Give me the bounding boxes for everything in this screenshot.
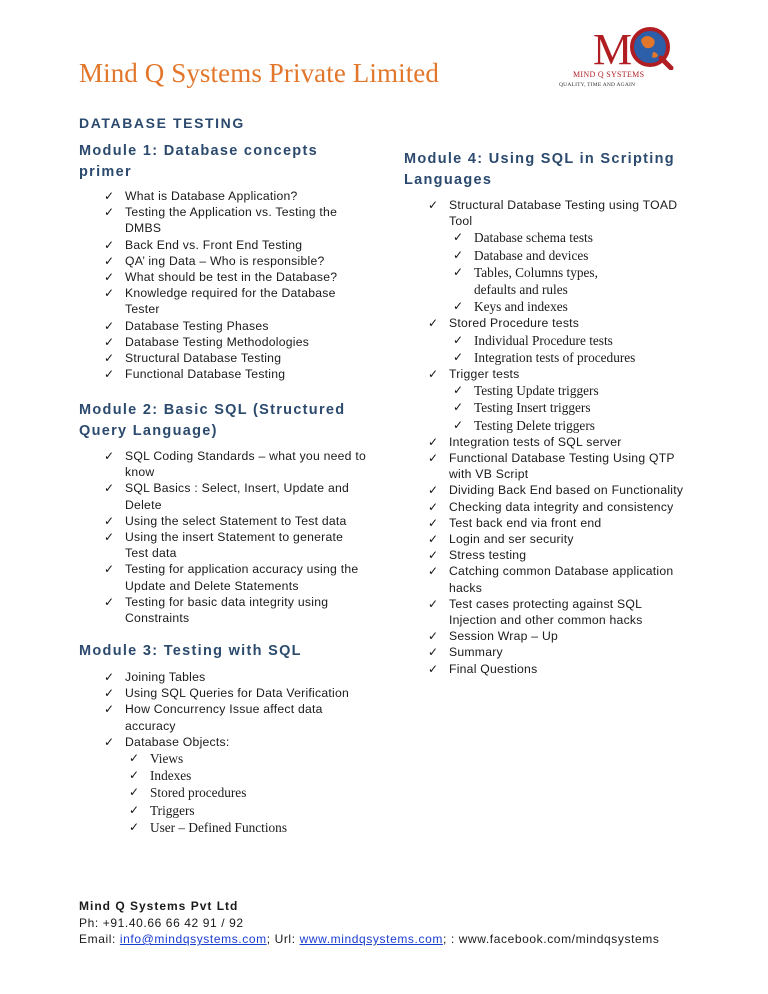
facebook-url: www.facebook.com/mindqsystems bbox=[458, 932, 660, 946]
website-link[interactable]: www.mindqsystems.com bbox=[299, 932, 443, 946]
list-item-label: Structural Database Testing using TOAD Tool bbox=[449, 198, 678, 229]
list-item: ✓ Testing for application accuracy using the Update and Delete Statements bbox=[104, 561, 366, 593]
list-item: ✓ Back End vs. Front End Testing bbox=[104, 237, 364, 253]
list-item: ✓ Using the select Statement to Test data bbox=[104, 513, 366, 529]
list-item-label: Trigger tests bbox=[449, 367, 520, 382]
list-item: ✓ Dividing Back End based on Functionality bbox=[428, 482, 690, 498]
list-item: ✓ Joining Tables bbox=[104, 669, 366, 685]
module-1-heading: Module 1: Database concepts primer bbox=[79, 143, 318, 180]
list-item: ✓ Functional Database Testing Using QTP with VB Script bbox=[428, 450, 690, 482]
sub-list-item: ✓ Database and devices bbox=[453, 247, 633, 264]
footer-phone: Ph: +91.40.66 66 42 91 / 92 bbox=[79, 915, 244, 930]
sub-list-item: ✓ Triggers bbox=[129, 802, 366, 819]
sub-list bbox=[453, 332, 690, 366]
mq-logo-mark bbox=[555, 22, 690, 70]
footer bbox=[79, 898, 660, 948]
list-item: ✓ Testing for basic data integrity using Constraints bbox=[104, 594, 366, 626]
list-item-label: Stored Procedure tests bbox=[449, 316, 580, 331]
sub-list bbox=[453, 382, 690, 434]
sub-list-item: ✓ Keys and indexes bbox=[453, 298, 633, 315]
list-item: ✓ Final Questions bbox=[428, 661, 690, 677]
list-item: ✓ Knowledge required for the Database Tester bbox=[104, 285, 364, 317]
section-title: DATABASE TESTING bbox=[79, 115, 245, 131]
list-item: ✓ Login and ser security bbox=[428, 531, 690, 547]
sub-list-item: ✓ Integration tests of procedures bbox=[453, 349, 690, 366]
list-item: ✓ SQL Basics : Select, Insert, Update and Delete bbox=[104, 480, 366, 512]
list-item: ✓ Stress testing bbox=[428, 547, 690, 563]
list-item-label: Database Objects: bbox=[125, 734, 230, 749]
list-item: ✓ SQL Coding Standards – what you need to know bbox=[104, 448, 366, 480]
logo-name: MIND Q SYSTEMS bbox=[573, 70, 645, 79]
sub-list-item: ✓ Tables, Columns types, defaults and rules bbox=[453, 264, 633, 298]
url-label: ; Url: bbox=[266, 932, 300, 946]
list-item: ✓ Test cases protecting against SQL Injection and other common hacks bbox=[428, 596, 690, 628]
email-label: Email: bbox=[79, 932, 120, 946]
svg-text:M: M bbox=[593, 25, 633, 70]
company-title: Mind Q Systems Private Limited bbox=[79, 58, 439, 88]
module-2-heading: Module 2: Basic SQL (Structured Query Language) bbox=[79, 402, 346, 439]
list-item: ✓ What is Database Application? bbox=[104, 188, 364, 204]
sub-list-item: ✓ Views bbox=[129, 750, 366, 767]
list-item bbox=[428, 315, 690, 366]
module-2-list bbox=[104, 448, 366, 626]
sub-list-item: ✓ Indexes bbox=[129, 767, 366, 784]
company-logo bbox=[555, 22, 690, 92]
module-4-heading: Module 4: Using SQL in Scripting Languages bbox=[404, 151, 675, 188]
footer-company: Mind Q Systems Pvt Ltd bbox=[79, 899, 239, 913]
sub-list bbox=[453, 229, 633, 315]
list-item: ✓ What should be test in the Database? bbox=[104, 269, 364, 285]
list-item: ✓ Summary bbox=[428, 644, 690, 660]
sub-list-item: ✓ Testing Update triggers bbox=[453, 382, 690, 399]
list-item: ✓ Integration tests of SQL server bbox=[428, 434, 690, 450]
sub-list-item: ✓ User – Defined Functions bbox=[129, 819, 366, 836]
sub-list bbox=[129, 750, 366, 836]
module-4-list bbox=[428, 197, 690, 677]
list-item: ✓ Database Testing Methodologies bbox=[104, 334, 364, 350]
list-item: ✓ Session Wrap – Up bbox=[428, 628, 690, 644]
module-3-heading: Module 3: Testing with SQL bbox=[79, 643, 302, 659]
list-item bbox=[104, 734, 366, 836]
sub-list-item: ✓ Stored procedures bbox=[129, 784, 366, 801]
list-item: ✓ Test back end via front end bbox=[428, 515, 690, 531]
sub-list-item: ✓ Individual Procedure tests bbox=[453, 332, 690, 349]
list-item: ✓ QA’ ing Data – Who is responsible? bbox=[104, 253, 364, 269]
list-item: ✓ Structural Database Testing bbox=[104, 350, 364, 366]
module-1-list bbox=[104, 188, 364, 382]
list-item: ✓ Functional Database Testing bbox=[104, 366, 364, 382]
facebook-separator: ; : bbox=[442, 932, 459, 946]
sub-list-item: ✓ Testing Insert triggers bbox=[453, 399, 690, 416]
list-item: ✓ Catching common Database application hacks bbox=[428, 563, 690, 595]
sub-list-item: ✓ Database schema tests bbox=[453, 229, 633, 246]
logo-tagline: QUALITY, TIME AND AGAIN bbox=[559, 82, 636, 88]
list-item: ✓ How Concurrency Issue affect data accuracy bbox=[104, 701, 366, 733]
list-item: ✓ Using SQL Queries for Data Verification bbox=[104, 685, 366, 701]
list-item bbox=[428, 197, 690, 315]
list-item: ✓ Database Testing Phases bbox=[104, 318, 364, 334]
module-3-list bbox=[104, 669, 366, 836]
sub-list-item: ✓ Testing Delete triggers bbox=[453, 417, 690, 434]
footer-contact bbox=[79, 931, 660, 948]
list-item: ✓ Testing the Application vs. Testing the DMBS bbox=[104, 204, 364, 236]
list-item bbox=[428, 366, 690, 434]
list-item: ✓ Checking data integrity and consistency bbox=[428, 499, 690, 515]
list-item: ✓ Using the insert Statement to generate Test data bbox=[104, 529, 366, 561]
email-link[interactable]: info@mindqsystems.com bbox=[119, 932, 267, 946]
